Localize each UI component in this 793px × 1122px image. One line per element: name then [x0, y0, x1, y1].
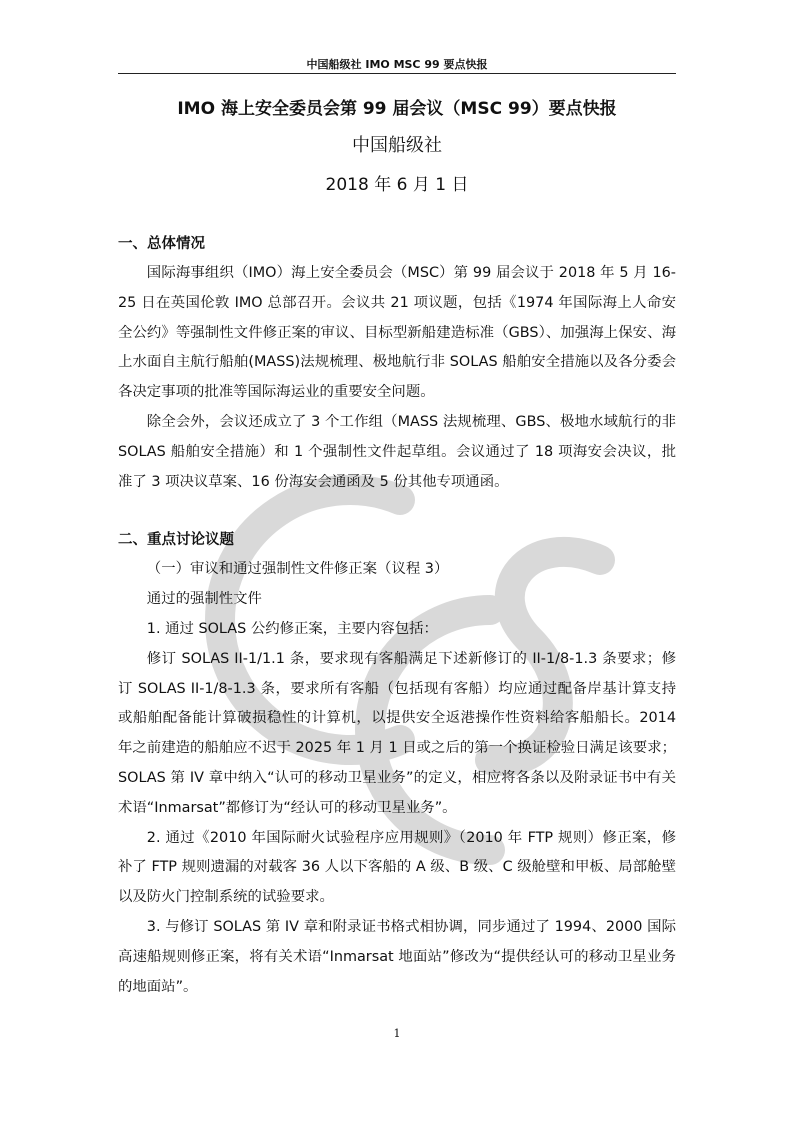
section-2-subtitle: 通过的强制性文件: [146, 591, 262, 608]
running-header: 中国船级社 IMO MSC 99 要点快报: [306, 58, 488, 71]
document-date: 2018 年 6 月 1 日: [325, 175, 469, 195]
section-1-heading: 一、总体情况: [118, 236, 205, 252]
section-2-item-1: 1. 通过 SOLAS 公约修正案，主要内容包括：: [146, 620, 438, 637]
header-divider: [118, 73, 676, 74]
document-body: [118, 230, 676, 1002]
section-2-paragraph-2: 2. 通过《2010 年国际耐火试验程序应用规则》（2010 年 FTP 规则）修正案，修补了 FTP 规则遗漏的对载客 36 人以下客船的 A 级、B 级、C 级舱壁和甲板、局部舱壁以及防火门控制系统的试验要求。: [118, 829, 676, 906]
section-1-paragraph-2: 除全会外，会议还成立了 3 个工作组（MASS 法规梳理、GBS、极地水域航行的非 SOLAS 船舶安全措施）和 1 个强制性文件起草组。会议通过了 18 项海安会决议，批准了 3 项决议草案、16 份海安会通函及 5 份其他专项通函。: [118, 413, 676, 490]
section-2-heading: 二、重点讨论议题: [118, 532, 234, 549]
page-number: 1: [393, 1027, 401, 1040]
section-2-subheading: （一）审议和通过强制性文件修正案（议程 3）: [146, 561, 449, 578]
section-2-paragraph-3: 3. 与修订 SOLAS 第 IV 章和附录证书格式相协调，同步通过了 1994、2000 国际高速船规则修正案，将有关术语“Inmarsat 地面站”修改为“提供经认可的移动卫星业务的地面站”。: [118, 918, 676, 995]
organization-name: 中国船级社: [352, 135, 442, 156]
document-title: IMO 海上安全委员会第 99 届会议（MSC 99）要点快报: [177, 99, 617, 119]
section-1-paragraph-1: 国际海事组织（IMO）海上安全委员会（MSC）第 99 届会议于 2018 年 5 月 16-25 日在英国伦敦 IMO 总部召开。会议共 21 项议题，包括《1974 年国际海上人命安全公约》等强制性文件修正案的审议、目标型新船建造标准（GBS）、加强海上保安、海上水面自主航行船舶(MASS)法规梳理、极地航行非 SOLAS 船舶安全措施以及各分委会各决定事项的批准等国际海运业的重要安全问题。: [118, 265, 676, 401]
section-2-paragraph-1: 修订 SOLAS II-1/1.1 条，要求现有客船满足下述新修订的 II-1/8-1.3 条要求；修订 SOLAS II-1/8-1.3 条，要求所有客船（包括现有客船）均应通过配备岸基计算支持或船舶配备能计算破损稳性的计算机，以提供安全返港操作性资料给客船船长。2014 年之前建造的船舶应不迟于 2025 年 1 月 1 日或之后的第一个换证检验日满足该要求；SOLAS 第 IV 章中纳入“认可的移动卫星业务”的定义，相应将各条以及附录证书中有关术语“Inmarsat”都修订为“经认可的移动卫星业务”。: [118, 650, 676, 816]
